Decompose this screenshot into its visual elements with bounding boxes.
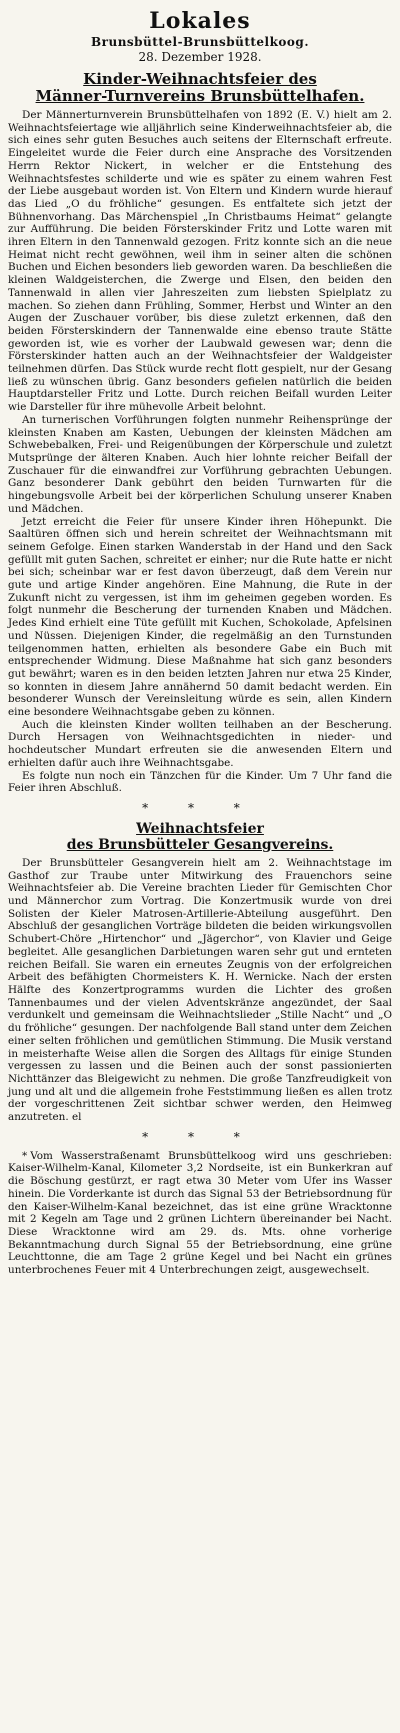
dateline-date: 28. Dezember 1928. xyxy=(138,50,262,64)
notice-lead-mark: * xyxy=(22,1149,28,1162)
section-separator: * * * xyxy=(142,800,258,815)
article-paragraph: Der Männerturnverein Brunsbüttelhafen von 1892 (E. V.) hielt am 2. Weihnachtsfeiertage wie alljährlich seine Kinderweihnachtsfeier ab, die sich eines sehr guten Besuches auch seitens der Elternschaft erfreute. Eingeleitet wurde die Feier durch eine Ansprache des Vorsitzenden Herrn Rektor Nickert, in welcher er die Entstehung des Weihnachtsfestes schilderte und wie es später zu einem wahren Fest der Liebe ausgebaut worden ist. Von Eltern und Kindern wurde hierauf das Lied „O du fröhliche“ gesungen. Es entfaltete sich jetzt der Bühnenvorhang. Das Märchenspiel „In Christbaums Heimat“ gelangte zur Aufführung. Die beiden Försterskinder Fritz und Lotte waren mit ihren Eltern in den Tannenwald gezogen. Fritz konnte sich an die neue Heimat nicht recht gewöhnen, weil ihm in seiner alten die schönen Buchen und Eichen besonders lieb geworden waren. Da beschließen die kleinen Waldgeisterchen, die Zwerge und Elsen, den beiden den Tannenwald in allen vier Jahreszeiten zum liebsten Spielplatz zu machen. So ziehen dann Frühling, Sommer, Herbst und Winter an den Augen der Zuschauer vorüber, bis diese zuletzt erkennen, daß den beiden Försterskindern der Tannenwalde eine ebenso traute Stätte geworden ist, wie es vorher der Laubwald gewesen war; denn die Försterskinder hatten auch an der Weihnachtsfeier der Waldgeister teilnehmen dürfen. Das Stück wurde recht flott gespielt, nur der Gesang ließ zu wünschen übrig. Ganz besonders gefielen natürlich die beiden Hauptdarsteller Fritz und Lotte. Durch reichen Beifall wurden Leiter wie Darsteller für ihre mühevolle Arbeit belohnt. xyxy=(8,109,392,414)
article-paragraph: Der Brunsbütteler Gesangverein hielt am 2. Weihnachtstage im Gasthof zur Traube unter Mitwirkung des Frauenchors seine Weihnachtsfeier ab. Die Vereine brachten Lieder für Gemischten Chor und Männerchor zum Vortrag. Die Konzertmusik wurde von drei Solisten der Kieler Matrosen-Artillerie-Abteilung ausgeführt. Den Abschluß der gesanglichen Vorträge bildeten die beiden wirkungsvollen Schubert-Chöre „Hirtenchor“ und „Jägerchor“, von Klavier und Geige begleitet. Alle gesanglichen Darbietungen waren sehr gut und ernteten reichen Beifall. Sie waren ein erneutes Zeugnis von der erfolgreichen Arbeit des befähigten Chormeisters K. H. Wernicke. Nach der ersten Hälfte des Konzertprogramms wurden die Lichter des großen Tannenbaumes und der vielen Adventskränze angezündet, der Saal verdunkelt und gemeinsam die Weihnachtslieder „Stille Nacht“ und „O du fröhliche“ gesungen. Der nachfolgende Ball stand unter dem Zeichen einer selten fröhlichen und gemütlichen Stimmung. Die Musik verstand in meisterhafte Weise allen die Sorgen des Alltags für einige Stunden vergessen zu lassen und die Beinen auch der sonst passionierten Nichttänzer das Bleigewicht zu nehmen. Die große Tanzfreudigkeit von jung und alt und die allgemein frohe Feststimmung ließen es allen trotz der vorgeschrittenen Zeit sichtbar schwer werden, den Heimweg anzutreten. el xyxy=(8,856,392,1124)
section-title: Lokales xyxy=(149,8,251,34)
article-turnverein xyxy=(8,71,392,795)
notice-paragraph xyxy=(8,1150,392,1277)
headline-line-1: Kinder-Weihnachtsfeier des xyxy=(83,70,317,88)
article-paragraph: Es folgte nun noch ein Tänzchen für die Kinder. Um 7 Uhr fand die Feier ihren Abschluß. xyxy=(8,769,392,795)
headline-line-2: Männer-Turnvereins Brunsbüttelhafen. xyxy=(35,87,365,105)
notice-text: Vom Wasserstraßenamt Brunsbüttelkoog wird uns geschrieben: Kaiser-Wilhelm-Kanal, Kilometer 3,2 Nordseite, ist ein Bunkerkran auf die Böschung gestürzt, er ragt etwa 30 Meter vom Ufer ins Wasser hinein. Die Vorderkante ist durch das Signal 53 der Betriebsordnung für den Kaiser-Wilhelm-Kanal bezeichnet, das ist eine grüne Wracktonne mit 2 Kegeln am Tage und 2 grünen Lichtern übereinander bei Nacht. Diese Wracktonne wird am 29. ds. Mts. ohne vorherige Bekanntmachung durch Signal 55 der Betriebsordnung, eine grüne Leuchttonne, die am Tage 2 grüne Kegel und bei Nacht ein grünes unterbrochenes Feuer mit 4 Unterbrechungen zeigt, ausgewechselt. xyxy=(8,1149,392,1277)
dateline-place: Brunsbüttel-Brunsbüttelkoog. xyxy=(91,35,309,49)
headline-line-1: Weihnachtsfeier xyxy=(136,820,264,837)
article-gesangverein xyxy=(8,821,392,1124)
article-paragraph: An turnerischen Vorführungen folgten nunmehr Reihensprünge der kleinsten Knaben am Kasten, Uebungen der kleinsten Mädchen am Schwebebalken, Frei- und Reigenübungen der Körperschule und zuletzt Mutsprünge der älteren Knaben. Auch hier lohnte reicher Beifall der Zuschauer für die einwandfrei zur Vorführung gebrachten Uebungen. Ganz besonderer Dank gebührt den beiden Turnwarten für die hingebungsvolle Arbeit bei der körperlichen Schulung unserer Knaben und Mädchen. xyxy=(8,413,392,515)
article-headline xyxy=(8,821,392,853)
notice-wasserstrassenamt xyxy=(8,1150,392,1277)
section-masthead xyxy=(8,8,392,65)
article-paragraph: Auch die kleinsten Kinder wollten teilhaben an der Bescherung. Durch Hersagen von Weihnachtsgedichten in nieder- und hochdeutscher Mundart erfreuten sie die anwesenden Eltern und erhielten dafür auch ihre Weihnachtsgabe. xyxy=(8,718,392,769)
headline-line-2: des Brunsbütteler Gesangvereins. xyxy=(66,836,334,853)
article-headline xyxy=(8,71,392,105)
article-paragraph: Jetzt erreicht die Feier für unsere Kinder ihren Höhepunkt. Die Saaltüren öffnen sich und herein schreitet der Weihnachtsmann mit seinem Gefolge. Einen starken Wanderstab in der Hand und den Sack gefüllt mit guten Sachen, schreitet er einher; nur die Rute hatte er nicht bei sich; scheinbar war er fest davon überzeugt, daß dem Verein nur gute und artige Kinder angehören. Eine Mahnung, die Rute in der Zukunft nicht zu vergessen, ist ihm im geheimen gegeben worden. Es folgt nunmehr die Bescherung der turnenden Knaben und Mädchen. Jedes Kind erhielt eine Tüte gefüllt mit Kuchen, Schokolade, Apfelsinen und Nüssen. Diejenigen Kinder, die regelmäßig an den Turnstunden teilgenommen hatten, erhielten als besondere Gabe ein Buch mit entsprechender Widmung. Diese Maßnahme hat sich ganz besonders gut bewährt; waren es in den beiden letzten Jahren nur etwa 25 Kinder, so konnten in diesem Jahre annähernd 50 damit bedacht werden. Ein besonderer Wunsch der Vereinsleitung würde es sein, allen Kindern eine besondere Weihnachtsgabe geben zu können. xyxy=(8,515,392,719)
section-separator: * * * xyxy=(142,1129,258,1144)
